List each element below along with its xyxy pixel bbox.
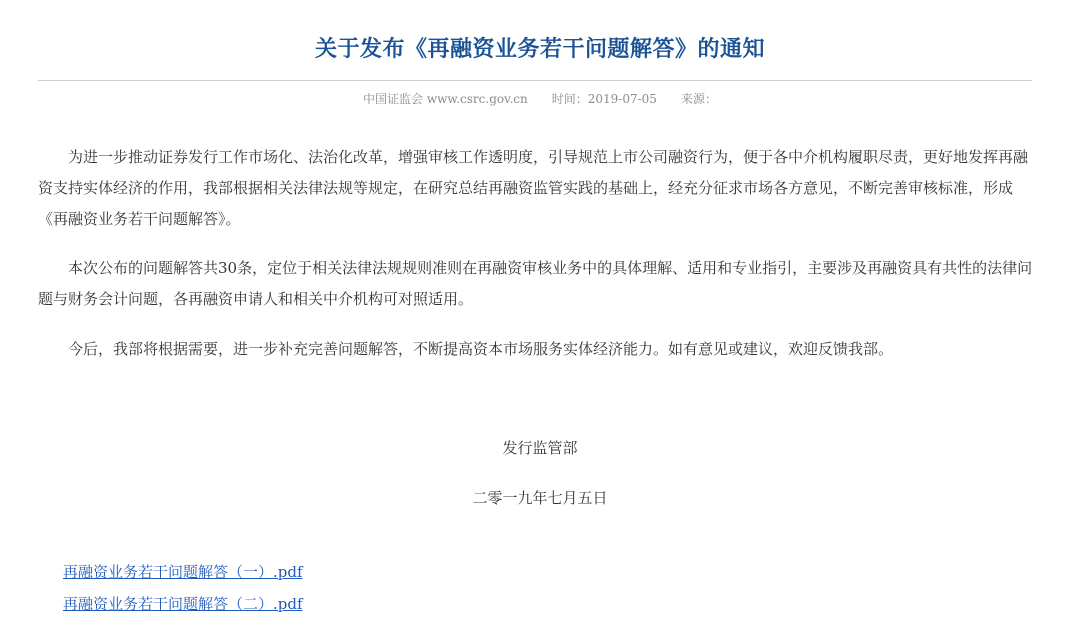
meta-time: 时间：2019-07-05 xyxy=(551,92,657,106)
signature-date: 二零一九年七月五日 xyxy=(472,489,608,507)
body-paragraph-2: 本次公布的问题解答共30条，定位于相关法律法规规则准则在再融资审核业务中的具体理解、适用和专业指引，主要涉及再融资具有共性的法律问题与财务会计问题，各再融资申请人和相关中介机构可对照适用。 xyxy=(38,259,1033,308)
body-paragraph-3: 今后，我部将根据需要，进一步补充完善问题解答，不断提高资本市场服务实体经济能力。如有意见或建议，欢迎反馈我部。 xyxy=(68,340,894,358)
title-divider xyxy=(38,80,1032,81)
article-meta xyxy=(0,90,1080,107)
attachment-link-1[interactable]: 再融资业务若干问题解答（一）.pdf xyxy=(63,563,303,581)
signature-department: 发行监管部 xyxy=(502,439,578,457)
attachment-link-2[interactable]: 再融资业务若干问题解答（二）.pdf xyxy=(63,595,303,613)
meta-source: 中国证监会 www.csrc.gov.cn xyxy=(363,92,528,106)
meta-origin: 来源： xyxy=(680,92,717,106)
article-title: 关于发布《再融资业务若干问题解答》的通知 xyxy=(314,37,765,62)
body-paragraph-1: 为进一步推动证券发行工作市场化、法治化改革，增强审核工作透明度，引导规范上市公司融资行为，便于各中介机构履职尽责，更好地发挥再融资支持实体经济的作用，我部根据相关法律法规等规定，在研究总结再融资监管实践的基础上，经充分征求市场各方意见，不断完善审核标准，形成《再融资业务若干问题解答》。 xyxy=(38,148,1029,228)
